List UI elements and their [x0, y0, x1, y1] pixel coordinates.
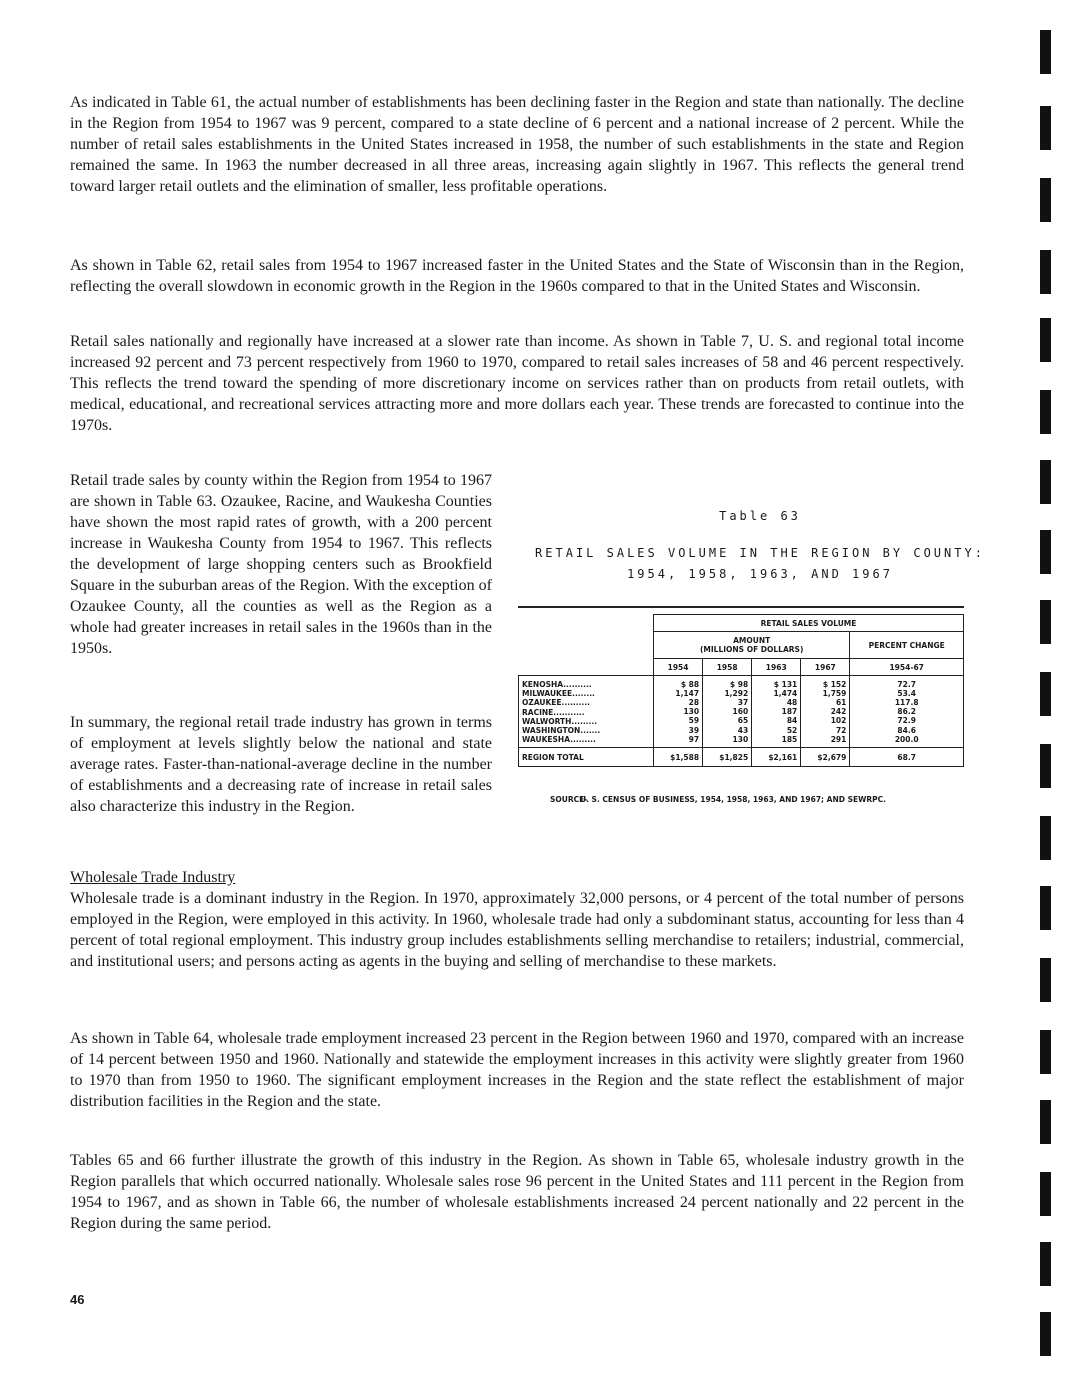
value-cell: $ 98: [729, 679, 749, 689]
paragraph-establishments: As indicated in Table 61, the actual number of establishments has been declining faster in the Region and state than nationally. The decline in the Region from 1954 to 1967 was 9 percent, compared to a state decline of 6 percent and a national increase of 2 percent. While the number of retail sales establishments in the United States increased in 1958, the number of such establishments in the state and Region remained the same. In 1963 the number decreased in all three areas, increasing again slightly in 1967. This reflects the general trend toward larger retail outlets and the elimination of smaller, less profitable operations.: [70, 94, 964, 195]
col-1963: [752, 676, 801, 748]
value-cell: 242: [830, 707, 847, 717]
value-cell: 48: [786, 697, 798, 707]
year-header: 1963: [752, 659, 801, 676]
county-name: WASHINGTON.......: [522, 726, 601, 736]
margin-mark: [1040, 816, 1051, 860]
margin-mark: [1040, 1312, 1051, 1356]
pct-header: PERCENT CHANGE: [850, 632, 964, 659]
year-header: 1958: [703, 659, 752, 676]
total-value: $1,588: [654, 748, 703, 767]
region-total-row: [519, 748, 964, 767]
value-cell: 61: [835, 697, 847, 707]
margin-mark: [1040, 106, 1051, 150]
margin-marks: [1040, 0, 1052, 1380]
paragraph-wholesale-growth: Tables 65 and 66 further illustrate the growth of this industry in the Region. As shown in Table 65, wholesale industry growth in the Region parallels that which occurred nationally. Wholesale sales rose 96 percent in the United States and 111 percent in the Region from 1954 to 1967, and as shown in Table 66, the number of wholesale establishments increased 24 percent nationally and 22 percent in the Region during the same period.: [70, 1152, 964, 1232]
value-cell: $ 152: [822, 679, 847, 689]
year-header: 1967: [801, 659, 850, 676]
value-cell: 28: [688, 697, 700, 707]
county-names-cell: [519, 676, 654, 748]
total-pct: 68.7: [850, 748, 964, 767]
margin-mark: [1040, 318, 1051, 362]
margin-mark: [1040, 1172, 1051, 1216]
value-cell: 37: [737, 697, 749, 707]
margin-mark: [1040, 460, 1051, 504]
value-cell: 72.9: [897, 716, 916, 726]
value-cell: 291: [830, 734, 847, 744]
value-cell: 86.2: [897, 707, 916, 717]
county-name: WAUKESHA.........: [522, 735, 596, 745]
paragraph-county-sales: Retail trade sales by county within the Region from 1954 to 1967 are shown in Table 63. Ozaukee, Racine, and Waukesha Counties have shown the most rapid rates of growth, with a 200 percent increase in Waukesha County from 1954 to 1967. This reflects the development of large shopping centers such as Brookfield Square in the suburban areas of the Region. With the exception of Ozaukee County, all the counties as well as the Region as a whole had greater increases in retail sales in the 1960s than in the 1950s.: [70, 472, 492, 657]
section-heading-wholesale: Wholesale Trade Industry: [70, 869, 236, 886]
margin-mark: [1040, 178, 1051, 222]
value-cell: 52: [786, 725, 798, 735]
col-1967: [801, 676, 850, 748]
col-1954: [654, 676, 703, 748]
margin-mark: [1040, 1100, 1051, 1144]
paragraph-wholesale-employment: As shown in Table 64, wholesale trade employment increased 23 percent in the Region between 1960 and 1970, compared with an increase of 14 percent between 1950 and 1960. Nationally and statewide the employment increases in this activity were slightly greater from 1960 to 1970 than from 1950 to 1960. The significant employment increases in the Region and the state reflect the establishment of major distribution facilities in the Region and the state.: [70, 1030, 964, 1110]
value-cell: 187: [781, 707, 798, 717]
margin-mark: [1040, 672, 1051, 716]
value-cell: 117.8: [894, 697, 919, 707]
paragraph-wholesale-intro: Wholesale trade is a dominant industry in the Region. In 1970, approximately 32,000 persons, or 4 percent of the total number of persons employed in the Region, were employed in this activity. In 1960, wholesale trade had only a subdominant status, accounting for less than 4 percent of total regional employment. This industry group includes establishments selling merchandise to retailers; industrial, commercial, and institutional users; and persons acting as agents in the buying and selling of merchandise to these markets.: [70, 890, 964, 970]
value-cell: 84.6: [897, 725, 916, 735]
value-cell: 72: [835, 725, 847, 735]
margin-mark: [1040, 1242, 1051, 1286]
value-cell: 1,474: [773, 688, 798, 698]
group-header: RETAIL SALES VOLUME: [654, 615, 964, 632]
county-name: MILWAUKEE........: [522, 689, 595, 699]
source-label: SOURCE-: [550, 795, 588, 804]
value-cell: 84: [786, 716, 798, 726]
value-cell: $ 88: [680, 679, 700, 689]
table-title-line2: 1954, 1958, 1963, AND 1967: [627, 567, 893, 581]
county-name: KENOSHA..........: [522, 680, 592, 689]
total-value: $2,679: [801, 748, 850, 767]
amount-header-line1: AMOUNT: [733, 636, 771, 645]
margin-mark: [1040, 530, 1051, 574]
value-cell: 53.4: [897, 688, 916, 698]
value-cell: 1,147: [675, 688, 700, 698]
total-label: REGION TOTAL: [519, 748, 654, 767]
value-cell: 160: [732, 707, 749, 717]
value-cell: 102: [830, 716, 847, 726]
value-cell: 1,759: [822, 688, 847, 698]
value-cell: 1,292: [724, 688, 749, 698]
value-cell: 43: [737, 725, 749, 735]
value-cell: 59: [688, 716, 700, 726]
value-cell: 97: [688, 734, 700, 744]
amount-header: [654, 632, 850, 659]
retail-sales-table: [518, 614, 964, 767]
col-1958: [703, 676, 752, 748]
paragraph-retail-sales-growth: As shown in Table 62, retail sales from 1954 to 1967 increased faster in the United States and the State of Wisconsin than in the Region, reflecting the overall slowdown in economic growth in the Region in the 1960s compared to that in the United States and Wisconsin.: [70, 257, 964, 295]
margin-mark: [1040, 1030, 1051, 1074]
value-cell: 130: [683, 707, 700, 717]
table-label: Table 63: [719, 509, 801, 523]
margin-mark: [1040, 600, 1051, 644]
county-header-cell: [519, 615, 654, 676]
value-cell: 65: [737, 716, 749, 726]
value-cell: 200.0: [894, 734, 919, 744]
margin-mark: [1040, 390, 1051, 434]
value-cell: 72.7: [897, 679, 916, 689]
year-header: 1954: [654, 659, 703, 676]
page-number: 46: [70, 1292, 85, 1307]
county-name: RACINE...........: [522, 707, 585, 717]
value-cell: $ 131: [773, 679, 798, 689]
county-name: WALWORTH.........: [522, 716, 598, 726]
table-title-line1: RETAIL SALES VOLUME IN THE REGION BY COUNTY:: [535, 546, 985, 560]
value-cell: 39: [688, 725, 700, 735]
margin-mark: [1040, 744, 1051, 788]
amount-header-line2: (MILLIONS OF DOLLARS): [700, 645, 804, 654]
source-text: U. S. CENSUS OF BUSINESS, 1954, 1958, 1963, AND 1967; AND SEWRPC.: [580, 795, 887, 804]
county-name: OZAUKEE..........: [522, 698, 591, 708]
value-cell: 130: [732, 734, 749, 744]
margin-mark: [1040, 886, 1051, 930]
total-value: $1,825: [703, 748, 752, 767]
pct-years-header: 1954-67: [850, 659, 964, 676]
total-value: $2,161: [752, 748, 801, 767]
table-top-rule: [518, 606, 964, 608]
margin-mark: [1040, 958, 1051, 1002]
margin-mark: [1040, 30, 1051, 74]
value-cell: 185: [781, 734, 798, 744]
paragraph-summary: In summary, the regional retail trade industry has grown in terms of employment at levels slightly below the national and state average rates. Faster-than-national-average decline in the number of establishments and a decreasing rate of increase in retail sales also characterize this industry in the Region.: [70, 714, 492, 815]
col-pct-change: [850, 676, 964, 748]
paragraph-retail-vs-income: Retail sales nationally and regionally have increased at a slower rate than income. As shown in Table 7, U. S. and regional total income increased 92 percent and 73 percent respectively from 1960 to 1970, compared to retail sales increases of 58 and 46 percent respectively. This reflects the trend toward the spending of more discretionary income on services rather than on products from retail outlets, with medical, educational, and recreational services attracting more and more dollars each year. These trends are forecasted to continue into the 1970s.: [70, 333, 964, 434]
margin-mark: [1040, 250, 1051, 294]
